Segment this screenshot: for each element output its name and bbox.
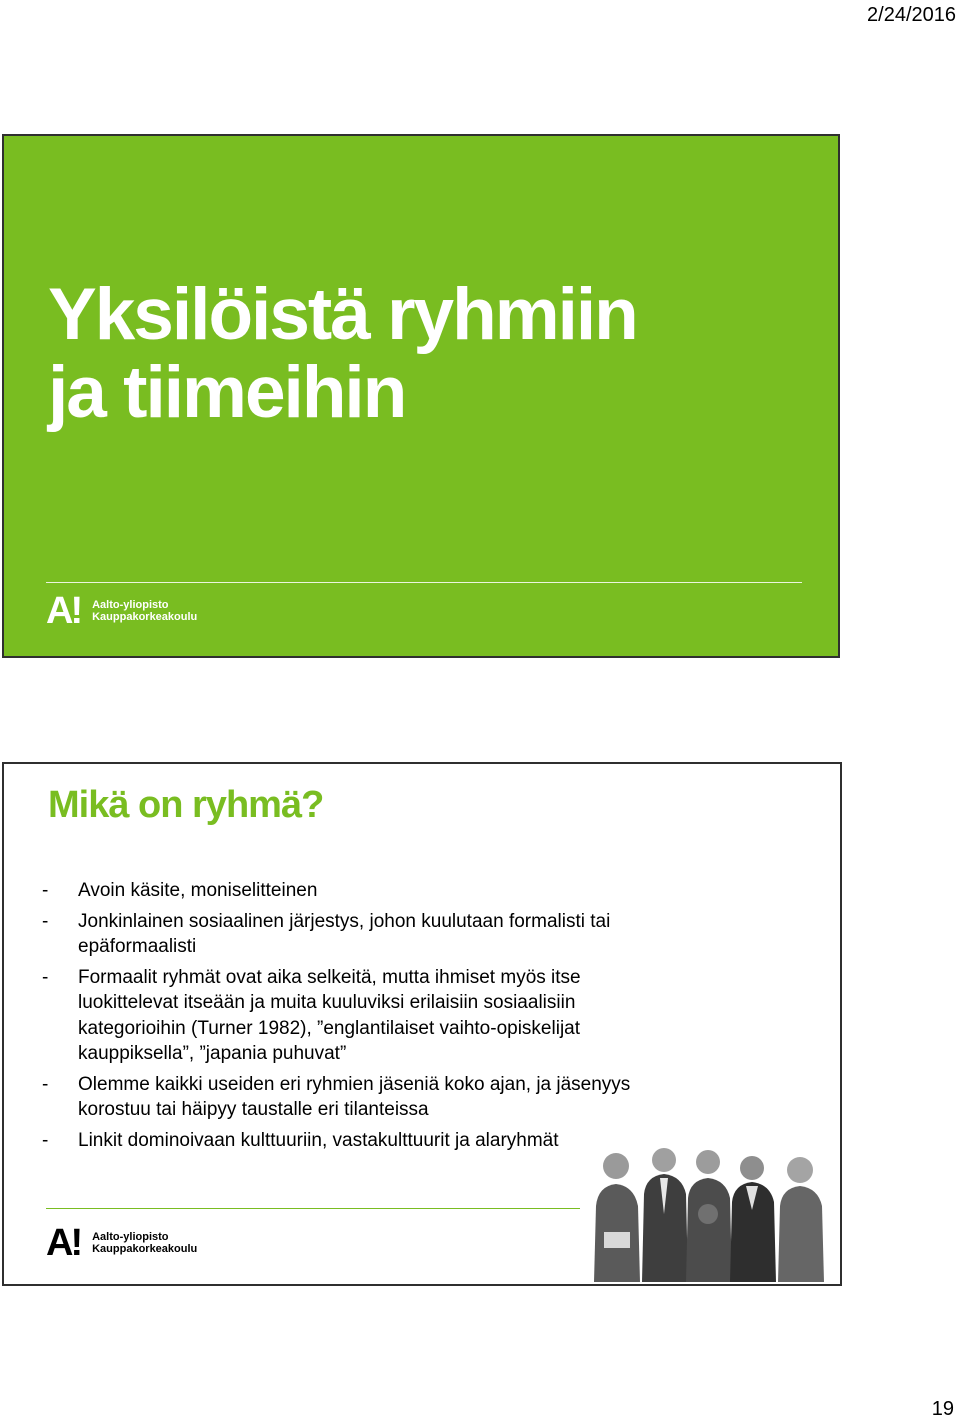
logo-line-2: Kauppakorkeakoulu [92, 1243, 198, 1255]
divider [46, 582, 802, 583]
bullet-list [42, 878, 652, 1158]
logo-mark: A! [46, 590, 81, 632]
list-item [42, 878, 652, 904]
bullet-text: Jonkinlainen sosiaalinen järjestys, johon kuulutaan formalisti tai epäformaalisti [78, 910, 611, 957]
aalto-logo [46, 592, 197, 630]
person-2 [642, 1148, 688, 1282]
title-slide [2, 134, 840, 658]
slide-title [48, 276, 637, 432]
list-item [42, 1072, 652, 1123]
bullet-text: Olemme kaikki useiden eri ryhmien jäseniä koko ajan, ja jäsenyys korostuu tai häipyy taustalle eri tilanteissa [78, 1073, 631, 1120]
list-item [42, 965, 652, 1067]
logo-text [92, 599, 197, 623]
title-line-1: Yksilöistä ryhmiin [48, 274, 637, 355]
list-item [42, 1128, 652, 1154]
aalto-logo [46, 1224, 197, 1262]
bullet-text: Formaalit ryhmät ovat aika selkeitä, mutta ihmiset myös itse luokittelevat itseään ja muita kuuluviksi erilaisiin sosiaalisiin kategorioihin (Turner 1982), ”englantilaiset vaihto-opiskelijat kauppiksella”, ”japania puhuvat” [78, 966, 581, 1064]
bullet-marker: - [42, 910, 49, 932]
bullet-marker: - [42, 1073, 49, 1095]
bullet-marker: - [42, 1129, 49, 1151]
divider [46, 1208, 580, 1209]
bullet-text: Avoin käsite, moniselitteinen [78, 880, 318, 901]
page-number: 19 [931, 1398, 954, 1420]
bullet-marker: - [42, 966, 49, 988]
group-photo [586, 1144, 832, 1282]
person-3 [686, 1150, 732, 1282]
logo-mark: A! [46, 1222, 81, 1264]
bullet-marker: - [42, 880, 49, 901]
list-item [42, 909, 652, 960]
slide-title: Mikä on ryhmä? [48, 784, 324, 826]
logo-line-1: Aalto-yliopisto [92, 599, 169, 611]
logo-line-1: Aalto-yliopisto [92, 1231, 169, 1243]
bullet-text: Linkit dominoivaan kulttuuriin, vastakulttuurit ja alaryhmät [78, 1129, 559, 1151]
person-1 [594, 1153, 640, 1282]
print-date: 2/24/2016 [867, 4, 956, 26]
logo-text [92, 1231, 197, 1255]
logo-line-2: Kauppakorkeakoulu [92, 611, 198, 623]
content-slide [2, 762, 842, 1286]
title-line-2: ja tiimeihin [48, 352, 406, 433]
person-4 [730, 1156, 776, 1282]
person-5 [778, 1157, 824, 1282]
